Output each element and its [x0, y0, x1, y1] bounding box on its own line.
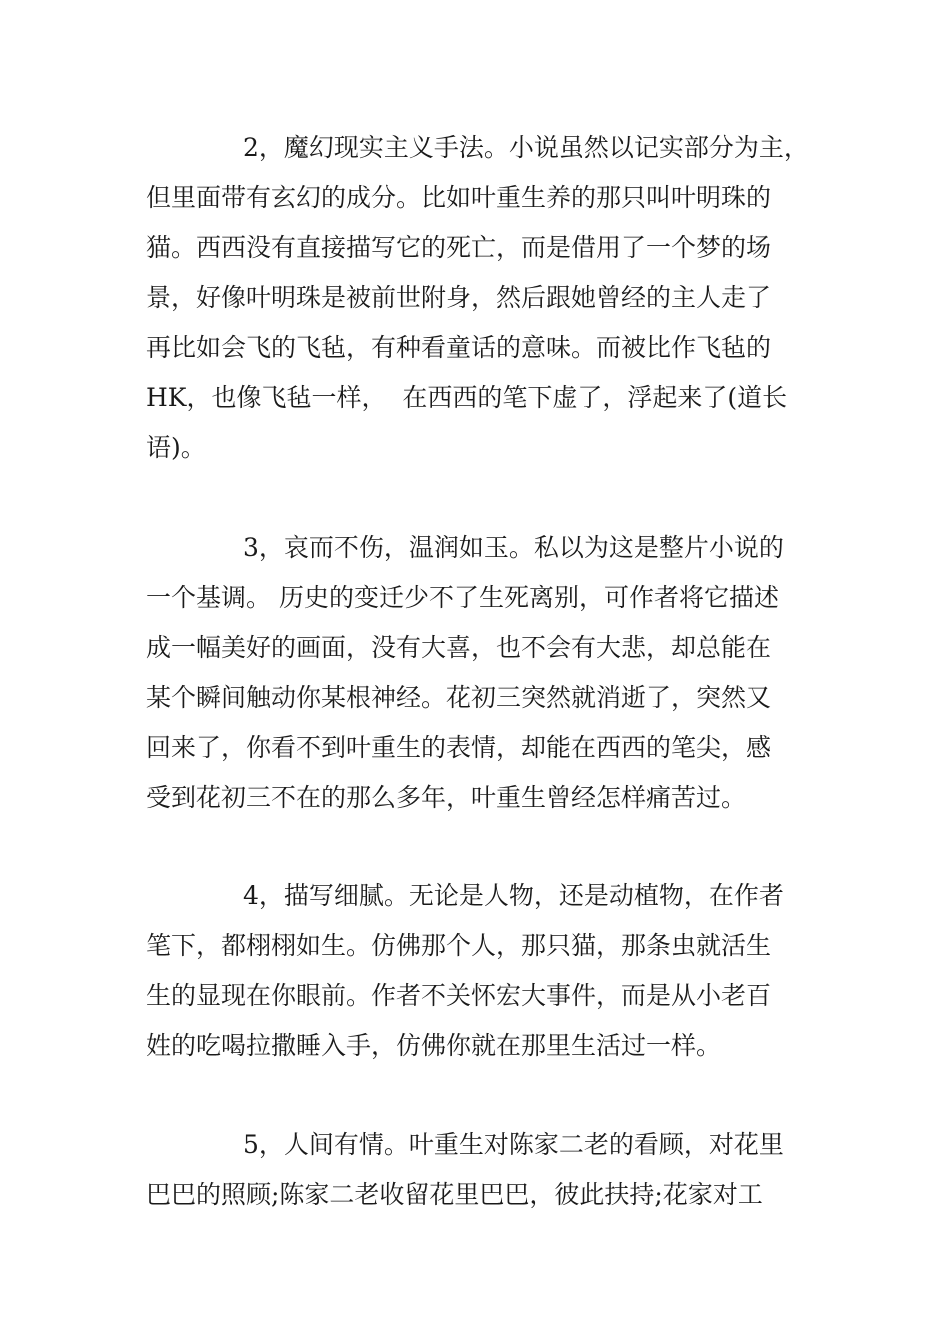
text-line: 巴巴的照顾;陈家二老收留花里巴巴，彼此扶持;花家对工	[146, 1180, 763, 1209]
text-line: 笔下，都栩栩如生。仿佛那个人，那只猫，那条虫就活生	[146, 931, 772, 960]
text-line: 姓的吃喝拉撒睡入手，仿佛你就在那里生活过一样。	[146, 1031, 722, 1060]
paragraph-3	[146, 523, 814, 823]
text-line: 回来了，你看不到叶重生的表情，却能在西西的笔尖，感	[146, 733, 772, 762]
paragraph-4	[146, 871, 814, 1071]
text-line: 2，魔幻现实主义手法。小说虽然以记实部分为主，	[243, 133, 809, 162]
text-line: 受到花初三不在的那么多年，叶重生曾经怎样痛苦过。	[146, 783, 747, 812]
paragraph-2	[146, 123, 814, 473]
text-line: 语)。	[146, 433, 206, 462]
text-line: 一个基调。 历史的变迁少不了生死离别，可作者将它描述	[146, 583, 779, 612]
text-line: 猫。西西没有直接描写它的死亡，而是借用了一个梦的场	[146, 233, 772, 262]
text-line: HK，也像飞毡一样， 在西西的笔下虚了，浮起来了(道长	[146, 383, 788, 412]
text-line: 但里面带有玄幻的成分。比如叶重生养的那只叫叶明珠的	[146, 183, 772, 212]
text-line: 3，哀而不伤，温润如玉。私以为这是整片小说的	[243, 533, 784, 562]
text-line: 再比如会飞的飞毡，有种看童话的意味。而被比作飞毡的	[146, 333, 772, 362]
text-line: 某个瞬间触动你某根神经。花初三突然就消逝了，突然又	[146, 683, 772, 712]
text-line: 4，描写细腻。无论是人物，还是动植物，在作者	[243, 881, 784, 910]
text-line: 生的显现在你眼前。作者不关怀宏大事件，而是从小老百	[146, 981, 772, 1010]
text-line: 5，人间有情。叶重生对陈家二老的看顾，对花里	[243, 1130, 784, 1159]
text-line: 景，好像叶明珠是被前世附身，然后跟她曾经的主人走了	[146, 283, 772, 312]
text-line: 成一幅美好的画面，没有大喜，也不会有大悲，却总能在	[146, 633, 772, 662]
paragraph-5	[146, 1120, 814, 1220]
